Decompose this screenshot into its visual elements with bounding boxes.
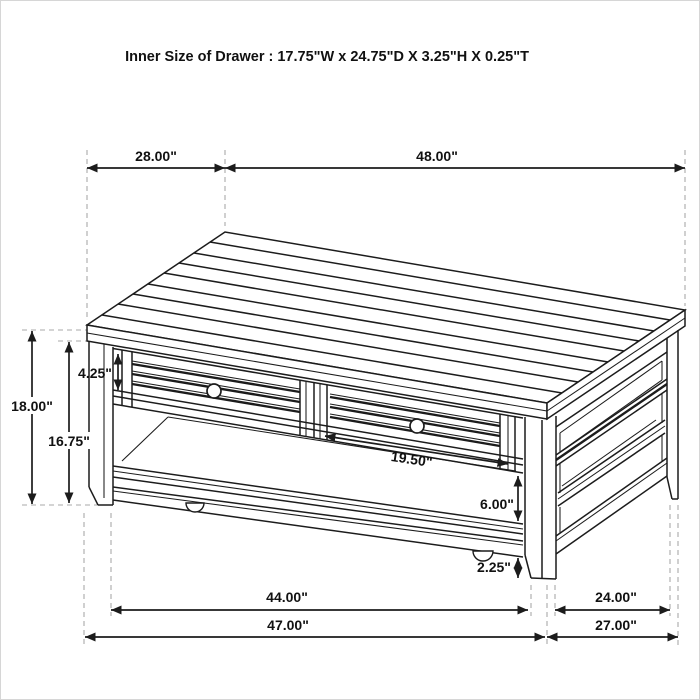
dim-label-under-top-height: 16.75" xyxy=(48,433,90,449)
dim-label-floor-clearance: 2.25" xyxy=(477,559,511,575)
drawing-title: Inner Size of Drawer : 17.75"W x 24.75"D X 3.25"H X 0.25"T xyxy=(125,49,529,65)
bottom-rail-front xyxy=(113,487,523,557)
dim-base-inner-depth xyxy=(555,589,670,610)
dim-floor-clearance xyxy=(477,558,518,578)
dim-label-total-height: 18.00" xyxy=(11,398,53,414)
dim-label-base-inner-width: 44.00" xyxy=(266,589,308,605)
bottom-rail-side xyxy=(556,435,667,554)
dim-shelf-opening xyxy=(480,476,518,521)
leg-front-right xyxy=(525,416,556,579)
coffee-table-drawing xyxy=(87,232,685,579)
drawer-knob-right xyxy=(410,419,424,433)
dim-label-base-inner-depth: 24.00" xyxy=(595,589,637,605)
dim-top-width xyxy=(225,148,685,168)
leg-rear-right xyxy=(667,330,678,499)
dim-label-base-outer-depth: 27.00" xyxy=(595,617,637,633)
dim-label-top-width: 48.00" xyxy=(416,148,458,164)
dim-label-shelf-opening: 6.00" xyxy=(480,496,514,512)
dim-label-base-outer-width: 47.00" xyxy=(267,617,309,633)
drawer-knob-left xyxy=(207,384,221,398)
dim-base-outer-width xyxy=(85,617,545,637)
dim-label-drawer-height: 4.25" xyxy=(78,365,112,381)
dim-drawer-height xyxy=(78,354,118,390)
dim-label-drawer-width: 19.50" xyxy=(389,447,434,471)
dim-total-height xyxy=(8,331,56,504)
dim-base-outer-depth xyxy=(547,617,678,637)
shelf-front xyxy=(113,417,523,534)
dim-top-depth xyxy=(87,148,225,168)
dim-label-top-depth: 28.00" xyxy=(135,148,177,164)
dim-base-inner-width xyxy=(111,589,528,610)
